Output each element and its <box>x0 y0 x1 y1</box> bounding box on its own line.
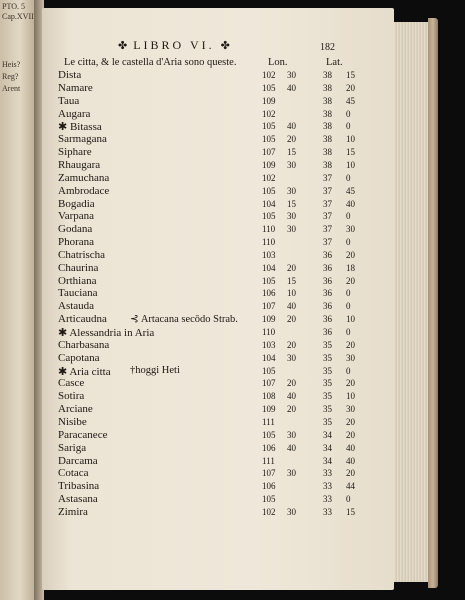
table-row <box>0 95 465 108</box>
table-row <box>0 352 465 365</box>
ornament-right-icon: ✤ <box>220 40 230 52</box>
longitude-degrees: 109 <box>262 159 276 170</box>
place-name: Siphare <box>58 146 92 159</box>
table-row <box>0 210 465 223</box>
latitude-degrees: 38 <box>323 159 332 170</box>
longitude-degrees: 102 <box>262 108 276 119</box>
longitude-degrees: 110 <box>262 224 276 235</box>
latitude-minutes: 30 <box>346 404 355 415</box>
table-row <box>0 172 465 185</box>
place-name: Zimira <box>58 505 88 518</box>
longitude-minutes: 40 <box>287 301 296 312</box>
table-row <box>0 108 465 121</box>
latitude-degrees: 38 <box>323 82 332 93</box>
place-name: Chaurina <box>58 261 99 274</box>
table-row <box>0 313 465 326</box>
longitude-degrees: 105 <box>262 185 276 196</box>
place-name: Varpana <box>58 210 95 223</box>
table-row <box>0 133 465 146</box>
place-name: Chatrischa <box>58 248 106 261</box>
longitude-degrees: 102 <box>262 172 276 183</box>
latitude-degrees: 38 <box>323 121 332 132</box>
latitude-degrees: 33 <box>323 506 332 517</box>
latitude-degrees: 37 <box>323 211 332 222</box>
latitude-degrees: 37 <box>323 237 332 248</box>
latitude-minutes: 0 <box>346 121 351 132</box>
longitude-minutes: 10 <box>287 288 296 299</box>
latitude-minutes: 20 <box>346 378 355 389</box>
longitude-degrees: 105 <box>262 121 276 132</box>
place-name: Sarmagana <box>58 133 107 146</box>
longitude-degrees: 105 <box>262 429 276 440</box>
latitude-minutes: 20 <box>346 468 355 479</box>
longitude-degrees: 102 <box>262 506 276 517</box>
latitude-minutes: 20 <box>346 249 355 260</box>
latitude-minutes: 30 <box>346 352 355 363</box>
place-name: Augara <box>58 107 91 120</box>
latitude-minutes: 0 <box>346 494 351 505</box>
place-name: Rhaugara <box>58 158 101 171</box>
table-row <box>0 262 465 275</box>
longitude-minutes: 30 <box>287 429 296 440</box>
place-name: Capotana <box>58 351 100 364</box>
latitude-minutes: 0 <box>346 237 351 248</box>
latitude-degrees: 36 <box>323 275 332 286</box>
table-row <box>0 146 465 159</box>
table-row <box>0 377 465 390</box>
table-row <box>0 275 465 288</box>
page-number: 182 <box>320 42 335 53</box>
marginal-note: ⊰ Artacana secōdo Strab. <box>130 314 238 326</box>
latitude-degrees: 35 <box>323 339 332 350</box>
place-name: Cotaca <box>58 467 89 480</box>
latitude-minutes: 20 <box>346 82 355 93</box>
longitude-degrees: 106 <box>262 288 276 299</box>
latitude-degrees: 33 <box>323 468 332 479</box>
latitude-minutes: 0 <box>346 108 351 119</box>
longitude-minutes: 20 <box>287 404 296 415</box>
latitude-degrees: 36 <box>323 262 332 273</box>
table-row <box>0 198 465 211</box>
longitude-degrees: 103 <box>262 249 276 260</box>
latitude-degrees: 38 <box>323 147 332 158</box>
longitude-degrees: 107 <box>262 301 276 312</box>
place-name: ✱ Aria citta <box>58 365 111 378</box>
table-row <box>0 416 465 429</box>
table-row <box>0 455 465 468</box>
place-name: Ambrodace <box>58 184 110 197</box>
latitude-minutes: 10 <box>346 314 355 325</box>
longitude-minutes: 40 <box>287 391 296 402</box>
table-row <box>0 429 465 442</box>
latitude-minutes: 0 <box>346 288 351 299</box>
place-name: ✱ Alessandria in Aria <box>58 327 155 339</box>
latitude-minutes: 45 <box>346 95 355 106</box>
latitude-minutes: 40 <box>346 442 355 453</box>
latitude-minutes: 18 <box>346 262 355 273</box>
place-name: Bogadia <box>58 197 95 210</box>
table-row <box>0 69 465 82</box>
column-header-longitude: Lon. <box>268 57 288 68</box>
latitude-degrees: 36 <box>323 314 332 325</box>
longitude-degrees: 105 <box>262 211 276 222</box>
longitude-minutes: 40 <box>287 121 296 132</box>
prev-margin-text: PTO. 5 <box>2 2 25 11</box>
latitude-degrees: 36 <box>323 301 332 312</box>
latitude-degrees: 37 <box>323 224 332 235</box>
longitude-minutes: 30 <box>287 506 296 517</box>
place-name: Tauciana <box>58 287 98 300</box>
latitude-degrees: 34 <box>323 455 332 466</box>
place-name: Sariga <box>58 441 87 454</box>
place-name: Astasana <box>58 493 98 506</box>
longitude-degrees: 107 <box>262 378 276 389</box>
longitude-degrees: 105 <box>262 134 276 145</box>
table-row <box>0 82 465 95</box>
latitude-degrees: 36 <box>323 327 332 337</box>
latitude-degrees: 35 <box>323 378 332 389</box>
table-row <box>0 403 465 416</box>
latitude-minutes: 15 <box>346 147 355 158</box>
table-row <box>0 120 465 133</box>
longitude-degrees: 106 <box>262 442 276 453</box>
latitude-minutes: 0 <box>346 327 351 337</box>
prev-margin-text: Heis? <box>2 60 21 69</box>
longitude-degrees: 102 <box>262 70 276 80</box>
longitude-minutes: 20 <box>287 339 296 350</box>
table-row <box>0 326 465 339</box>
table-row <box>0 300 465 313</box>
latitude-minutes: 0 <box>346 211 351 222</box>
table-row <box>0 442 465 455</box>
longitude-degrees: 108 <box>262 391 276 402</box>
place-name: Namare <box>58 81 93 94</box>
latitude-degrees: 38 <box>323 70 332 80</box>
latitude-minutes: 10 <box>346 159 355 170</box>
longitude-degrees: 103 <box>262 339 276 350</box>
latitude-minutes: 15 <box>346 506 355 517</box>
longitude-degrees: 105 <box>262 82 276 93</box>
longitude-degrees: 104 <box>262 198 276 209</box>
latitude-degrees: 34 <box>323 429 332 440</box>
latitude-degrees: 33 <box>323 481 332 492</box>
place-name: Darcama <box>58 454 98 467</box>
longitude-degrees: 111 <box>262 455 275 466</box>
longitude-degrees: 109 <box>262 314 276 325</box>
longitude-minutes: 15 <box>287 147 296 158</box>
longitude-minutes: 20 <box>287 314 296 325</box>
prev-margin-text: Cap.XVII <box>2 12 34 21</box>
table-row <box>0 223 465 236</box>
longitude-minutes: 30 <box>287 224 296 235</box>
latitude-degrees: 36 <box>323 288 332 299</box>
place-name: Phorana <box>58 236 95 249</box>
latitude-minutes: 44 <box>346 481 355 492</box>
latitude-degrees: 37 <box>323 198 332 209</box>
place-name: Orthiana <box>58 274 97 287</box>
place-name: Paracanece <box>58 428 108 441</box>
longitude-minutes: 20 <box>287 262 296 273</box>
place-name: Godana <box>58 223 93 236</box>
place-name: Taua <box>58 94 80 107</box>
table-row <box>0 390 465 403</box>
table-row <box>0 249 465 262</box>
longitude-degrees: 105 <box>262 494 276 505</box>
longitude-degrees: 104 <box>262 262 276 273</box>
table-row <box>0 236 465 249</box>
longitude-degrees: 110 <box>262 327 276 337</box>
latitude-degrees: 37 <box>323 172 332 183</box>
place-name: Nisibe <box>58 415 87 428</box>
longitude-degrees: 110 <box>262 237 276 248</box>
running-title: LIBRO VI. <box>133 38 215 52</box>
latitude-minutes: 0 <box>346 301 351 312</box>
latitude-minutes: 40 <box>346 455 355 466</box>
place-name: Sotira <box>58 390 85 403</box>
table-row <box>0 287 465 300</box>
table-row <box>0 159 465 172</box>
longitude-minutes: 30 <box>287 185 296 196</box>
place-name: Tribasina <box>58 480 100 493</box>
latitude-minutes: 20 <box>346 416 355 427</box>
place-name: Dista <box>58 69 82 81</box>
longitude-degrees: 105 <box>262 275 276 286</box>
table-row <box>0 480 465 493</box>
place-name: Arciane <box>58 403 93 416</box>
latitude-minutes: 30 <box>346 224 355 235</box>
place-name: Articaudna <box>58 313 107 326</box>
table-row <box>0 506 465 519</box>
table-row <box>0 339 465 352</box>
place-name: ✱ Bitassa <box>58 121 102 134</box>
column-header-latitude: Lat. <box>326 57 343 68</box>
longitude-degrees: 106 <box>262 481 276 492</box>
latitude-degrees: 35 <box>323 391 332 402</box>
longitude-minutes: 30 <box>287 468 296 479</box>
table-row <box>0 493 465 506</box>
latitude-degrees: 36 <box>323 249 332 260</box>
longitude-degrees: 107 <box>262 468 276 479</box>
latitude-minutes: 10 <box>346 134 355 145</box>
latitude-minutes: 15 <box>346 70 355 80</box>
longitude-minutes: 40 <box>287 442 296 453</box>
longitude-minutes: 20 <box>287 134 296 145</box>
longitude-minutes: 20 <box>287 378 296 389</box>
prev-margin-text: Reg? <box>2 72 19 81</box>
longitude-minutes: 30 <box>287 159 296 170</box>
longitude-degrees: 104 <box>262 352 276 363</box>
prev-margin-text: Arent <box>2 84 21 93</box>
latitude-degrees: 33 <box>323 494 332 505</box>
latitude-degrees: 35 <box>323 404 332 415</box>
section-subheading: Le citta, & le castella d'Aria sono queste. <box>64 57 237 68</box>
longitude-minutes: 15 <box>287 198 296 209</box>
longitude-minutes: 40 <box>287 82 296 93</box>
latitude-minutes: 20 <box>346 339 355 350</box>
latitude-degrees: 34 <box>323 442 332 453</box>
latitude-minutes: 20 <box>346 275 355 286</box>
ornament-left-icon: ✤ <box>118 40 128 52</box>
latitude-degrees: 35 <box>323 365 332 376</box>
place-name: Zamuchana <box>58 171 110 184</box>
table-row <box>0 467 465 480</box>
longitude-degrees: 109 <box>262 404 276 415</box>
place-name: Charbasana <box>58 338 110 351</box>
latitude-degrees: 37 <box>323 185 332 196</box>
latitude-minutes: 40 <box>346 198 355 209</box>
latitude-degrees: 38 <box>323 108 332 119</box>
table-row <box>0 365 465 378</box>
latitude-minutes: 0 <box>346 172 351 183</box>
latitude-minutes: 10 <box>346 391 355 402</box>
longitude-minutes: 15 <box>287 275 296 286</box>
latitude-degrees: 35 <box>323 416 332 427</box>
table-row <box>0 185 465 198</box>
longitude-minutes: 30 <box>287 70 296 80</box>
longitude-minutes: 30 <box>287 211 296 222</box>
latitude-minutes: 20 <box>346 429 355 440</box>
place-name: Casce <box>58 377 85 390</box>
longitude-degrees: 107 <box>262 147 276 158</box>
latitude-minutes: 45 <box>346 185 355 196</box>
longitude-minutes: 30 <box>287 352 296 363</box>
running-head <box>118 38 230 53</box>
longitude-degrees: 109 <box>262 95 276 106</box>
place-name: Astauda <box>58 300 95 313</box>
latitude-degrees: 35 <box>323 352 332 363</box>
longitude-degrees: 105 <box>262 365 276 376</box>
latitude-degrees: 38 <box>323 95 332 106</box>
latitude-minutes: 0 <box>346 365 351 376</box>
latitude-degrees: 38 <box>323 134 332 145</box>
longitude-degrees: 111 <box>262 416 275 427</box>
marginal-note: †hoggi Heti <box>130 364 180 376</box>
